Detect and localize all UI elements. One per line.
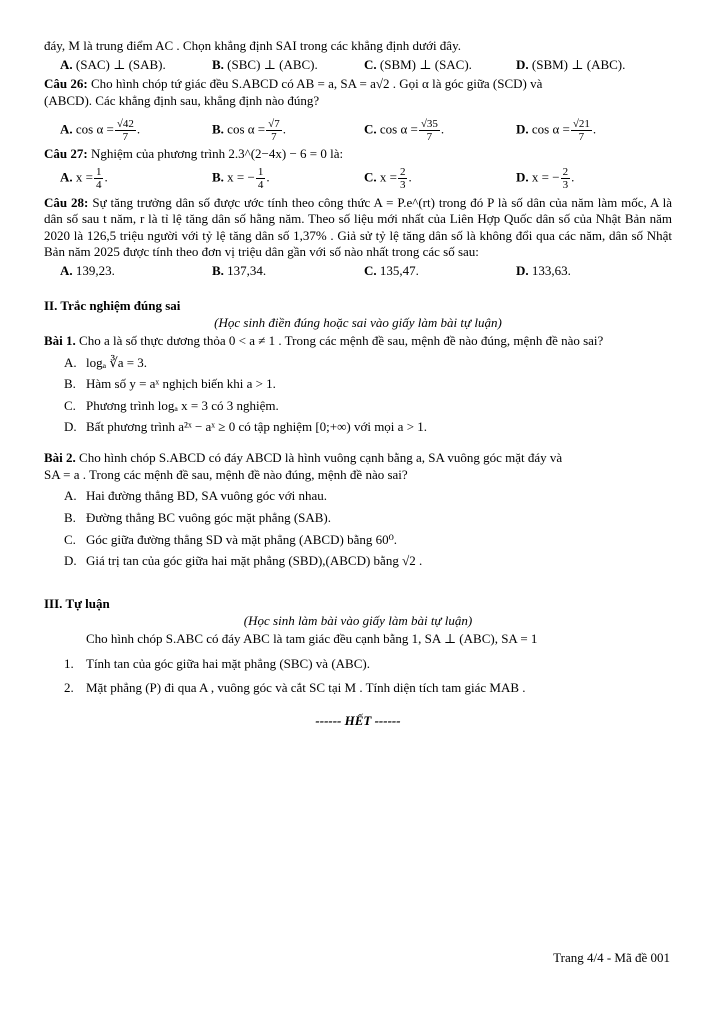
bai1-item-a: A. logₐ ∛a = 3.	[64, 354, 148, 370]
q25-option-c: C. (SBM) ⊥ (SAC).	[364, 56, 472, 72]
end-mark: ------ HẾT ------	[315, 712, 401, 728]
q26-text: Câu 26: Cho hình chóp tứ giác đều S.ABCD có AB = a, SA = a√2 . Gọi α là góc giữa (SCD) và	[44, 76, 543, 92]
bai1-item-b: B. Hàm số y = aˣ nghịch biến khi a > 1.	[64, 376, 276, 392]
section3-item-1: 1. Tính tan của góc giữa hai mặt phẳng (SBC) và (ABC).	[64, 655, 370, 671]
section2-note: (Học sinh điền đúng hoặc sai vào giấy làm bài tự luận)	[214, 315, 502, 331]
bai1-text: Bài 1. Cho a là số thực dương thỏa 0 < a ≠ 1 . Trong các mệnh đề sau, mệnh đề nào đúng, mệnh đề nào sai?	[44, 332, 604, 348]
q26-option-c: C. cos α = $\frac{√35}{7}$ .	[364, 117, 445, 143]
q26-options	[44, 118, 672, 143]
bai1-item-d: D. Bất phương trình a²ˣ − aˣ ≥ 0 có tập nghiệm [0;+∞) với mọi a > 1.	[64, 419, 428, 435]
bai2-item-a: A. Hai đường thẳng BD, SA vuông góc với nhau.	[64, 488, 328, 504]
q26-text-cont: (ABCD). Các khẳng định sau, khẳng định nào đúng?	[44, 92, 320, 108]
q28-options	[44, 263, 672, 280]
exam-page	[44, 38, 672, 730]
bai2-item-c: C. Góc giữa đường thẳng SD và mặt phẳng (ABCD) bằng 60⁰.	[64, 531, 398, 547]
bai2-item-d: D. Giá trị tan của góc giữa hai mặt phẳng (SBD),(ABCD) bằng √2 .	[64, 553, 423, 569]
q27-option-c: C. x = $\frac{2}{3}$ .	[364, 166, 412, 192]
section2-title: II. Trắc nghiệm đúng sai	[44, 297, 181, 313]
q28-text: Câu 28: Sự tăng trưởng dân số được ước tính theo công thức A = P.e^(rt) trong đó P là số dân của năm làm mốc, A là dân số sau t năm, r là tỉ lệ tăng dân số hằng năm. Theo số liệu mới nhất của Liên Hợp Quốc dân số của Nhật Bản năm 2020 là 126,5 triệu người với tỷ lệ tăng dân số 1,37% . Giả sử tỷ lệ tăng dân số là không đổi qua các năm, dân số Nhật Bản năm 2025 được tính theo đơn vị triệu dân gần với số nào nhất trong các số sau:	[44, 194, 673, 260]
section3-intro: Cho hình chóp S.ABC có đáy ABC là tam giác đều cạnh bằng 1, SA ⊥ (ABC), SA = 1	[86, 631, 538, 646]
q27-option-d: D. x = − $\frac{2}{3}$ .	[516, 166, 575, 192]
q26-option-b: B. cos α = $\frac{√7}{7}$ .	[212, 117, 286, 143]
q28-option-a: A. 139,23.	[60, 263, 115, 278]
q27-option-a: A. x = $\frac{1}{4}$ .	[60, 166, 108, 192]
q28-option-c: C. 135,47.	[364, 263, 419, 278]
bai2-text: Bài 2. Cho hình chóp S.ABCD có đáy ABCD là hình vuông cạnh bằng a, SA vuông góc mặt đáy và	[44, 450, 563, 465]
section3-title: III. Tự luận	[44, 595, 110, 611]
section3-note: (Học sinh làm bài vào giấy làm bài tự luận)	[243, 613, 473, 629]
q27-text: Câu 27: Nghiệm của phương trình 2.3^(2−4x) − 6 = 0 là:	[44, 145, 344, 161]
page-footer: Trang 4/4 - Mã đề 001	[553, 950, 670, 965]
q26-option-d: D. cos α = $\frac{√21}{7}$ .	[516, 117, 597, 143]
q27-option-b: B. x = − $\frac{1}{4}$ .	[212, 166, 270, 192]
q26-option-a: A. cos α = $\frac{√42}{7}$ .	[60, 117, 141, 143]
q28-option-b: B. 137,34.	[212, 263, 267, 278]
q25-option-a: A. (SAC) ⊥ (SAB).	[60, 56, 166, 72]
section3-item-2: 2. Mặt phẳng (P) đi qua A , vuông góc và cắt SC tại M . Tính diện tích tam giác MAB .	[64, 680, 526, 696]
q25-intro: đáy, M là trung điểm AC . Chọn khẳng định SAI trong các khẳng định dưới đây.	[44, 38, 461, 53]
bai2-text-cont: SA = a . Trong các mệnh đề sau, mệnh đề nào đúng, mệnh đề nào sai?	[44, 466, 408, 482]
bai2-item-b: B. Đường thẳng BC vuông góc mặt phẳng (SAB).	[64, 509, 332, 525]
bai1-item-c: C. Phương trình logₐ x = 3 có 3 nghiệm.	[64, 397, 279, 413]
q28-option-d: D. 133,63.	[516, 263, 571, 278]
q25-option-b: B. (SBC) ⊥ (ABC).	[212, 56, 318, 72]
q25-options	[44, 57, 672, 74]
q27-options	[44, 166, 672, 191]
q25-option-d: D. (SBM) ⊥ (ABC).	[516, 56, 626, 72]
